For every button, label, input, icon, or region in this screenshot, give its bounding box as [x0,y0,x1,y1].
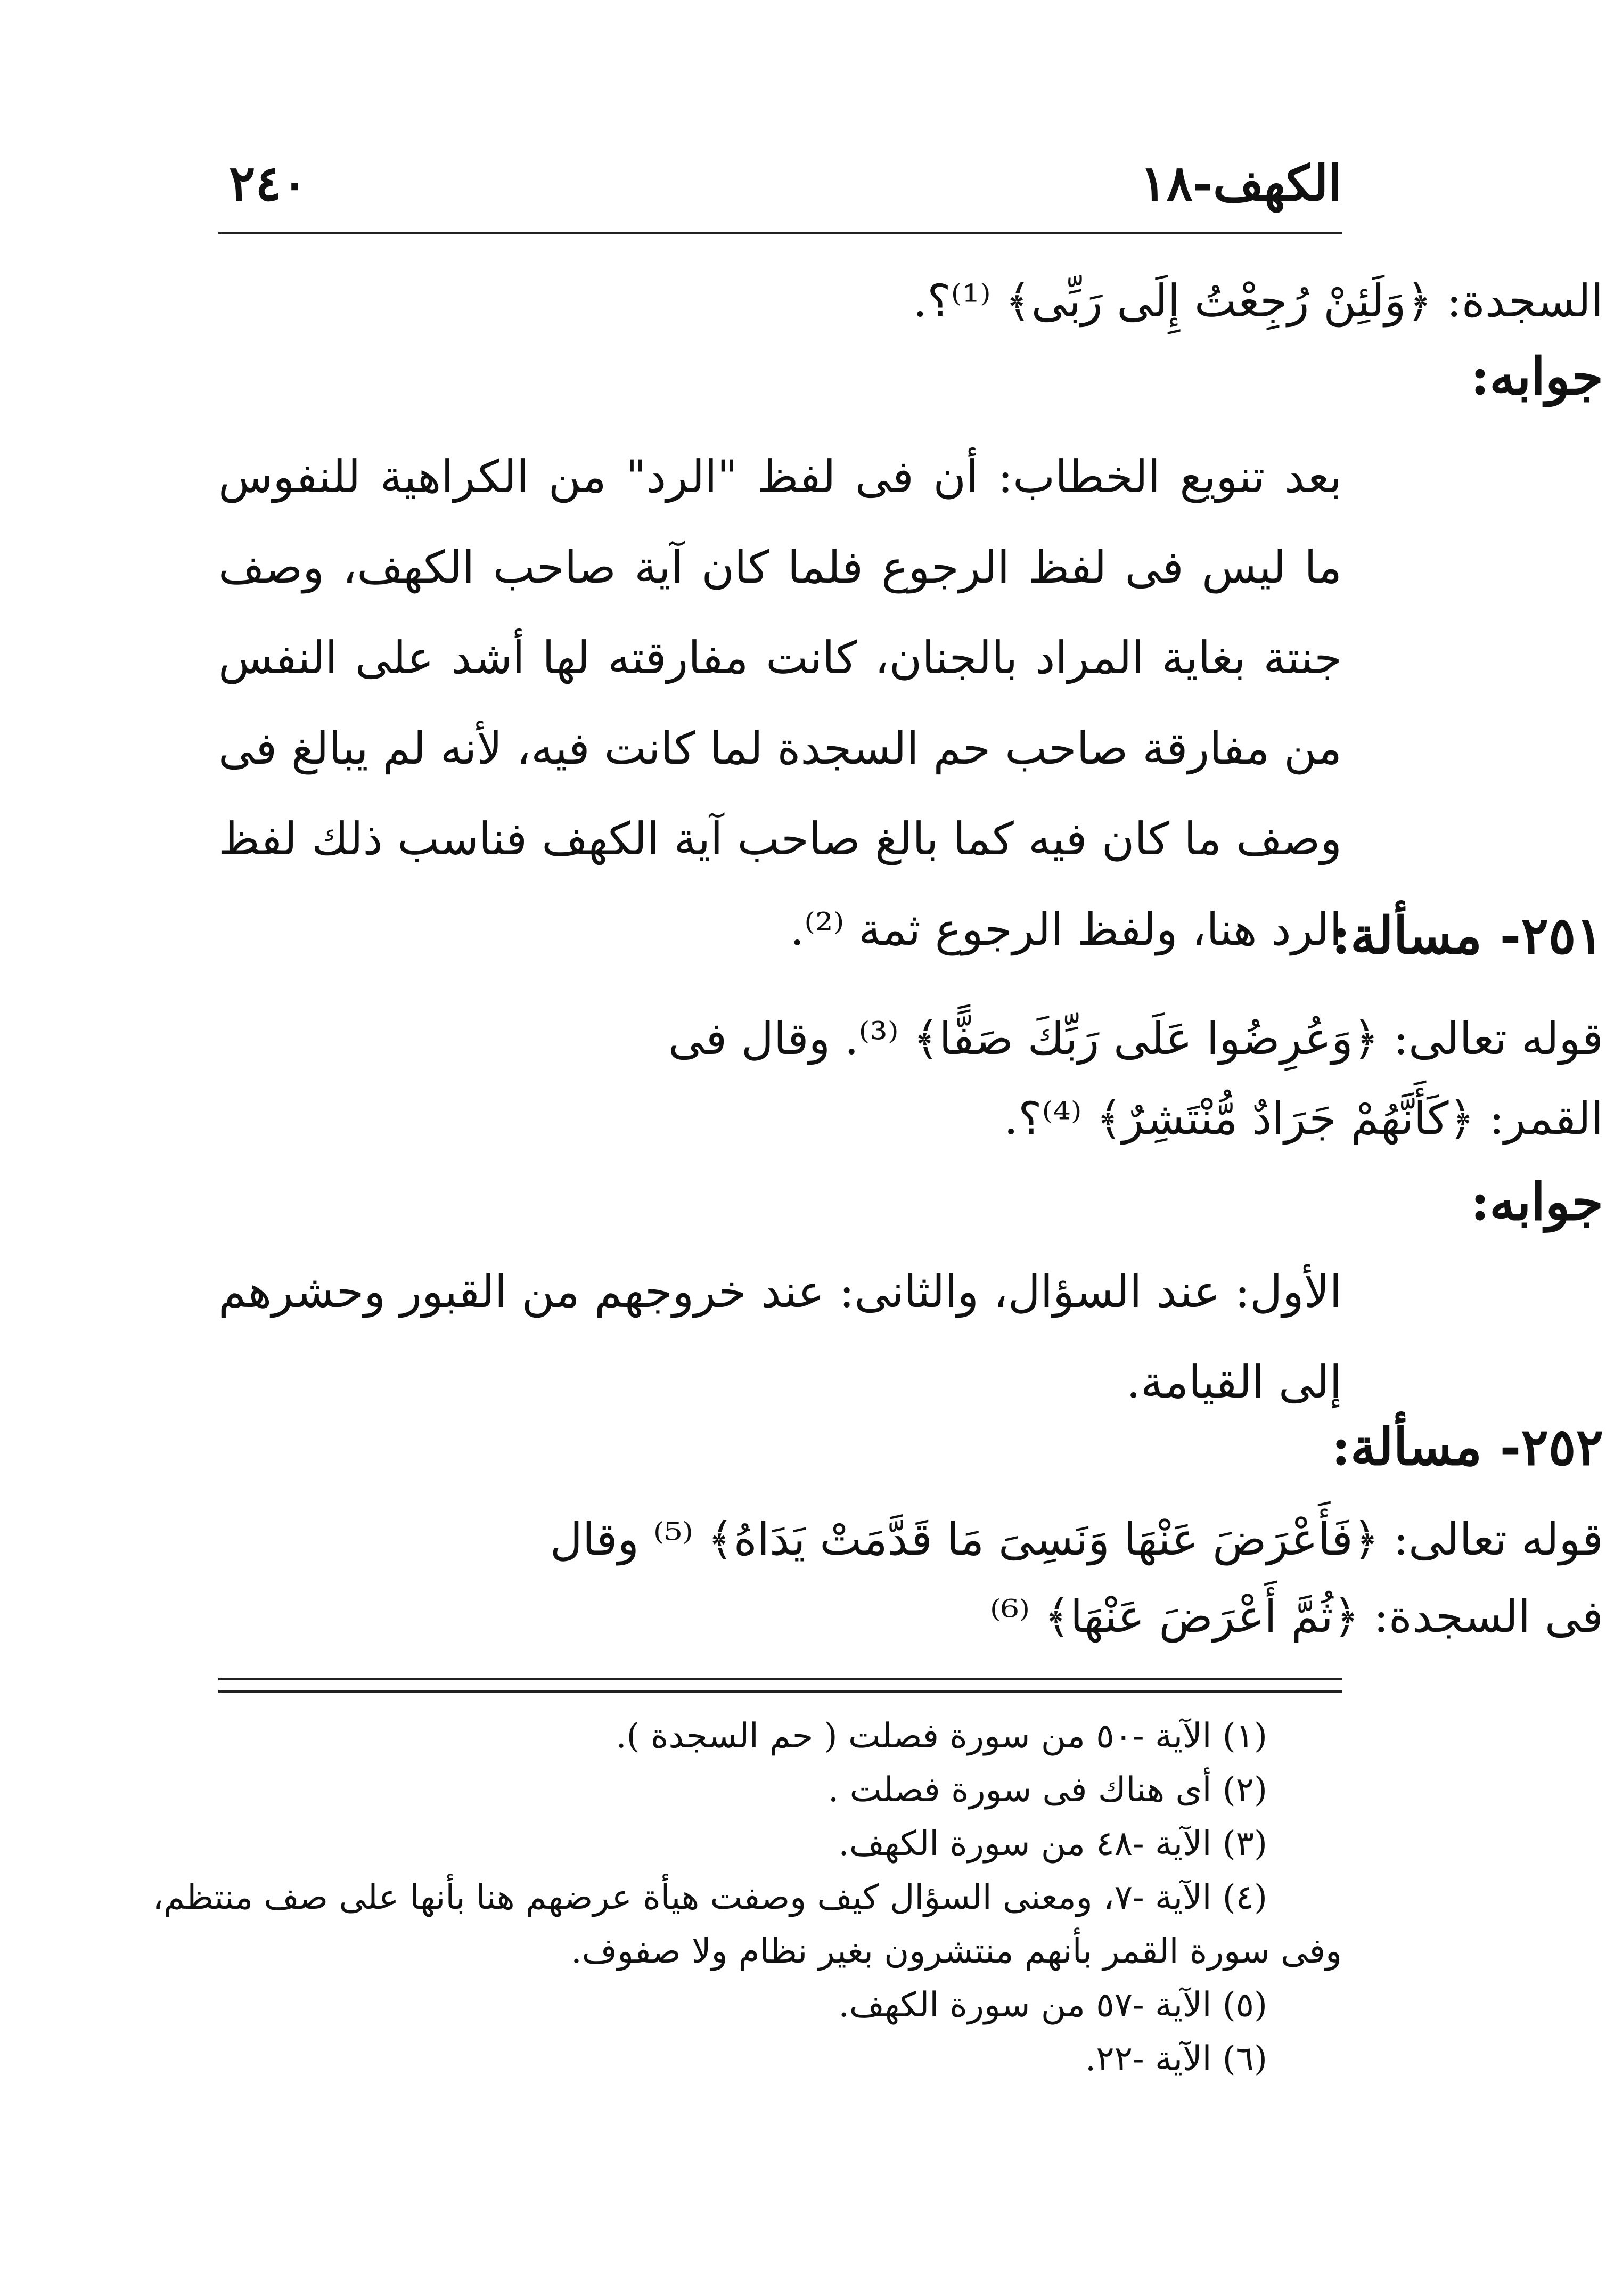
question-251-line-2: القمر: ﴿كَأَنَّهُمْ جَرَادٌ مُّنْتَشِرٌ﴾ ⁽⁴⁾؟. [1004,1092,1603,1145]
answer-heading: جوابه: [1470,346,1603,406]
answer-heading: جوابه: [1470,1172,1603,1232]
question-252-line-2: فى السجدة: ﴿ثُمَّ أَعْرَضَ عَنْهَا﴾ ⁽⁶⁾ [990,1590,1603,1643]
footnote-continuation: وفى سورة القمر بأنهم منتشرون بغير نظام ولا صفوف. [571,1932,1342,1971]
intro-verse: السجدة: ﴿وَلَئِنْ رُجِعْتُ إِلَى رَبِّى﴾ ⁽¹⁾؟. [913,275,1603,327]
footnote-rule [218,1678,1342,1693]
footnote: (٤) الآية -٧، ومعنى السؤال كيف وصفت هيأة عرضهم هنا بأنها على صف منتظم، [152,1878,1267,1917]
question-heading-252: ٢٥٢- مسألة: [1331,1417,1603,1477]
footnotes [152,1710,1342,2086]
question-251-line-1: قوله تعالى: ﴿وَعُرِضُوا عَلَى رَبِّكَ صَفًّا﴾ ⁽³⁾. وقال فى [668,1012,1603,1065]
answer-paragraph: بعد تنويع الخطاب: أن فى لفظ "الرد" من الكراهية للنفوس ما ليس فى لفظ الرجوع فلما كان آية صاحب الكهف، وصف جنتة بغاية المراد بالجنان، كانت مفارقته لها أشد على النفس من مفارقة صاحب حم السجدة لما كانت فيه، لأنه لم يبالغ فى وصف ما كان فيه كما بالغ صاحب آية الكهف فناسب ذلك لفظ الرد هنا، ولفظ الرجوع ثمة ⁽²⁾. [218,451,1342,955]
header-rule [218,232,1342,234]
footnote: (١) الآية -٥٠ من سورة فصلت ( حم السجدة ). [616,1717,1267,1756]
question-252-line-1: قوله تعالى: ﴿فَأَعْرَضَ عَنْهَا وَنَسِىَ مَا قَدَّمَتْ يَدَاهُ﴾ ⁽⁵⁾ وقال [550,1513,1603,1565]
footnote: (٦) الآية -٢٢. [1085,2039,1267,2079]
surah-label: الكهف-١٨ [1140,154,1342,212]
question-heading-251: ٢٥١- مسألة: [1331,905,1603,966]
footnote: (٥) الآية -٥٧ من سورة الكهف. [838,1985,1267,2025]
footnote: (٣) الآية -٤٨ من سورة الكهف. [838,1824,1267,1864]
page-header [218,133,1342,218]
answer-paragraph: الأول: عند السؤال، والثانى: عند خروجهم من القبور وحشرهم إلى القيامة. [218,1265,1342,1408]
page-number: ٢٤٠ [229,154,308,212]
footnote: (٢) أى هناك فى سورة فصلت . [827,1770,1267,1810]
